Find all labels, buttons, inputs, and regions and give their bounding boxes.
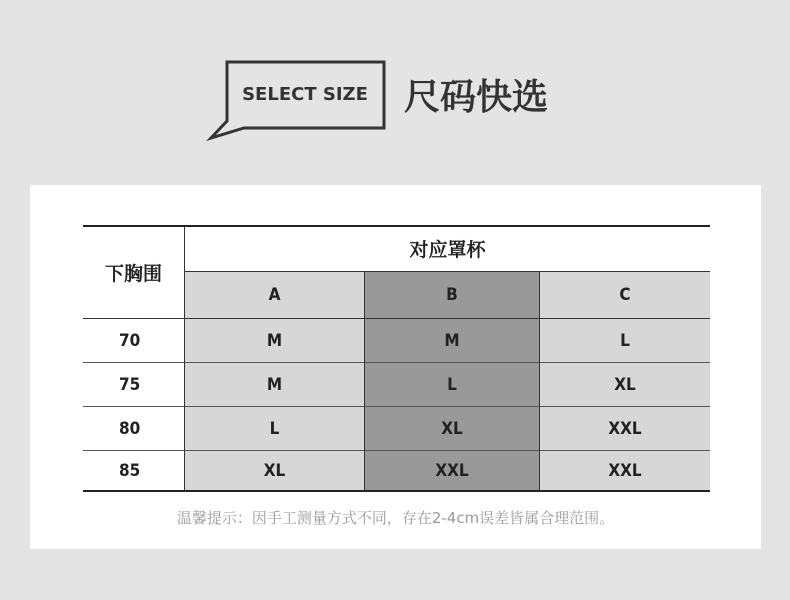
band-label: 70 xyxy=(83,319,184,362)
size-cell: L xyxy=(540,319,710,362)
size-cell: XL xyxy=(540,363,710,406)
table-divider xyxy=(539,272,540,491)
size-table xyxy=(83,226,710,491)
band-label: 75 xyxy=(83,363,184,406)
size-cell: L xyxy=(365,363,539,406)
table-divider xyxy=(364,272,365,491)
table-divider xyxy=(83,318,710,319)
table-divider xyxy=(83,362,710,363)
cup-header-c: C xyxy=(540,272,710,318)
table-divider xyxy=(83,450,710,451)
select-size-badge: SELECT SIZE xyxy=(242,83,368,105)
size-cell: XXL xyxy=(540,407,710,450)
table-bottom-rule xyxy=(83,490,710,492)
table-divider xyxy=(185,271,710,272)
table-divider xyxy=(184,226,185,491)
group-header: 对应罩杯 xyxy=(185,226,710,271)
table-divider xyxy=(83,406,710,407)
page-title: 尺码快选 xyxy=(404,76,549,118)
size-cell: XL xyxy=(185,451,364,491)
size-cell: XL xyxy=(365,407,539,450)
size-cell: L xyxy=(185,407,364,450)
row-header: 下胸围 xyxy=(83,226,184,318)
cup-header-a: A xyxy=(185,272,364,318)
cup-header-b: B xyxy=(365,272,539,318)
measurement-note: 温馨提示：因手工测量方式不同，存在2-4cm误差皆属合理范围。 xyxy=(176,509,615,527)
band-label: 85 xyxy=(83,451,184,491)
size-cell: M xyxy=(185,363,364,406)
size-cell: XXL xyxy=(365,451,539,491)
size-cell: M xyxy=(185,319,364,362)
size-cell: M xyxy=(365,319,539,362)
band-label: 80 xyxy=(83,407,184,450)
table-top-rule xyxy=(83,225,710,227)
size-cell: XXL xyxy=(540,451,710,491)
